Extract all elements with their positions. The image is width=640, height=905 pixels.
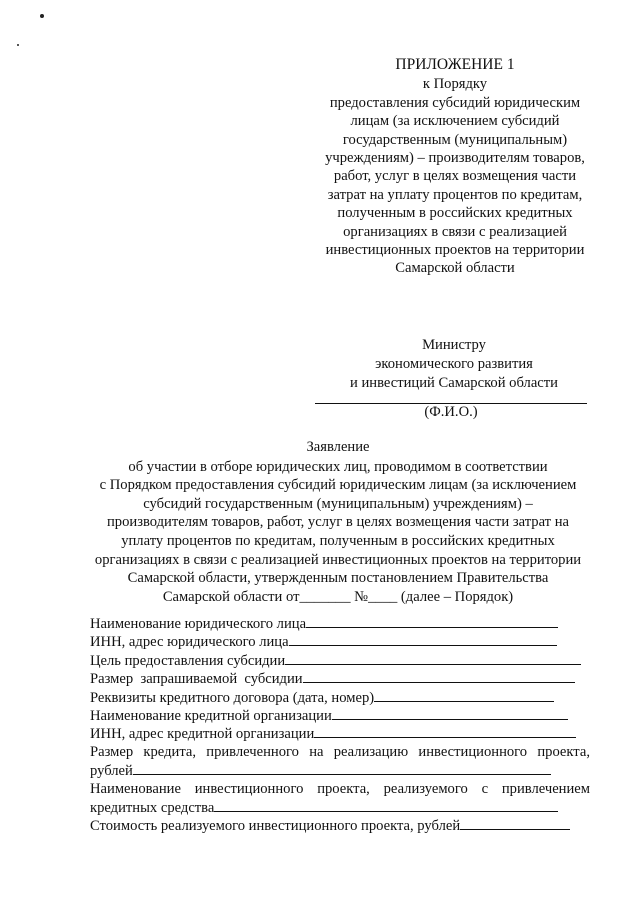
form-field-credit-org-name[interactable]	[90, 706, 590, 724]
form-field-project-name-fill[interactable]	[90, 798, 590, 816]
appendix-header	[310, 56, 600, 278]
application-line: Самарской области от_______ №____ (далее – Порядок)	[162, 588, 514, 605]
fill-line[interactable]	[314, 724, 576, 738]
fill-line[interactable]	[374, 688, 554, 702]
form-field-loan-agreement[interactable]	[90, 688, 590, 706]
appendix-line: полученным в российских кредитных	[337, 205, 573, 222]
fill-line[interactable]	[289, 632, 557, 646]
appendix-line: лицам (за исключением субсидий	[350, 113, 560, 130]
form-field-loan-amount	[90, 743, 590, 761]
scan-mark	[40, 14, 44, 18]
field-label: ИНН, адрес кредитной организации	[90, 726, 315, 743]
addressee-line: экономического развития	[375, 356, 533, 372]
addressee-block	[320, 336, 588, 393]
form-field-project-cost[interactable]	[90, 816, 590, 834]
application-line: с Порядком предоставления субсидий юридическим лицам (за исключением	[99, 477, 577, 494]
field-label: Наименование юридического лица	[90, 616, 307, 632]
form-field-subsidy-purpose[interactable]	[90, 651, 590, 669]
field-label: ИНН, адрес юридического лица	[90, 634, 289, 651]
application-line: Самарской области, утвержденным постановлением Правительства	[127, 570, 549, 587]
field-label: Размер кредита, привлеченного на реализацию инвестиционного проекта,	[90, 743, 590, 760]
application-line: об участии в отборе юридических лиц, проводимом в соответствии	[128, 458, 548, 475]
form-field-legal-entity-inn[interactable]	[90, 632, 590, 650]
field-label: Реквизиты кредитного договора (дата, номер)	[90, 689, 375, 706]
appendix-line: организациях в связи с реализацией	[343, 223, 567, 240]
addressee-line: и инвестиций Самарской области	[350, 375, 558, 391]
application-line: организациях в связи с реализацией инвестиционных проектов на территории	[94, 551, 582, 568]
field-label: Наименование кредитной организации	[90, 707, 332, 724]
form-field-credit-org-inn[interactable]	[90, 724, 590, 742]
field-label: Размер запрашиваемой субсидии	[90, 671, 303, 688]
appendix-line: предоставления субсидий юридическим	[329, 94, 581, 111]
application-heading: Заявление	[306, 439, 370, 455]
appendix-line: инвестиционных проектов на территории	[325, 242, 585, 259]
field-label: Стоимость реализуемого инвестиционного проекта, рублей	[90, 818, 461, 835]
fill-line[interactable]	[306, 614, 558, 628]
form-field-subsidy-amount[interactable]	[90, 669, 590, 687]
field-label: кредитных средства	[90, 799, 215, 816]
appendix-line: государственным (муниципальным)	[342, 131, 568, 148]
appendix-line: затрат на уплату процентов по кредитам,	[327, 186, 583, 203]
form-fields	[90, 614, 590, 835]
fill-line[interactable]	[133, 761, 551, 775]
application-line: производителям товаров, работ, услуг в целях возмещения части затрат на	[106, 514, 569, 531]
fill-line[interactable]	[303, 669, 575, 683]
fill-line[interactable]	[285, 651, 581, 665]
form-field-legal-entity-name[interactable]	[90, 614, 590, 632]
appendix-title: ПРИЛОЖЕНИЕ 1	[395, 56, 515, 73]
fio-caption: (Ф.И.О.)	[424, 404, 478, 420]
fill-line[interactable]	[332, 706, 568, 720]
field-label: Цель предоставления субсидии	[90, 652, 286, 669]
field-label: рублей	[90, 763, 133, 780]
form-field-project-name	[90, 780, 590, 798]
appendix-line: учреждениям) – производителям товаров,	[325, 150, 585, 167]
application-block	[88, 438, 588, 606]
appendix-line: работ, услуг в целях возмещения части	[333, 168, 577, 185]
appendix-line: Самарской области	[395, 260, 515, 277]
application-line: субсидий государственным (муниципальным) учреждениям) –	[143, 495, 533, 512]
addressee-line: Министру	[422, 337, 486, 353]
appendix-line: к Порядку	[422, 76, 488, 93]
application-line: уплату процентов по кредитам, полученным в российских кредитных	[121, 532, 555, 549]
scan-mark	[17, 44, 19, 46]
form-field-loan-amount-fill[interactable]	[90, 761, 590, 779]
fill-line[interactable]	[214, 798, 558, 812]
field-label: Наименование инвестиционного проекта, реализуемого с привлечением	[90, 780, 590, 797]
fill-line[interactable]	[460, 816, 570, 830]
